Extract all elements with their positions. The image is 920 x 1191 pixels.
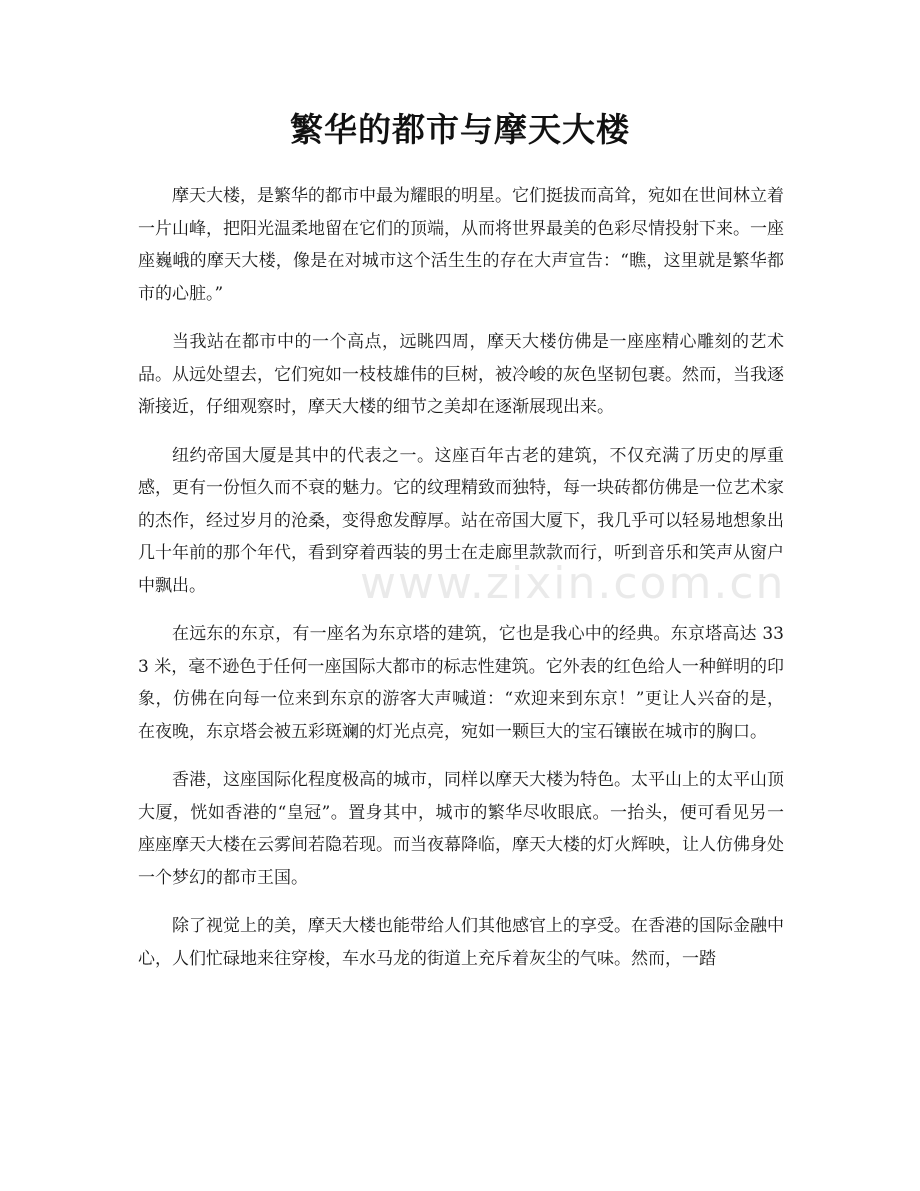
paragraph: 香港，这座国际化程度极高的城市，同样以摩天大楼为特色。太平山上的太平山顶大厦，恍如香港的“皇冠”。置身其中，城市的繁华尽收眼底。一抬头，便可看见另一座座摩天大楼在云雾间若隐若现。而当夜幕降临，摩天大楼的灯火辉映，让人仿佛身处一个梦幻的都市王国。 [138,770,784,888]
paragraph: 除了视觉上的美，摩天大楼也能带给人们其他感官上的享受。在香港的国际金融中心，人们忙碌地来往穿梭，车水马龙的街道上充斥着灰尘的气味。然而，一踏 [138,916,784,969]
paragraph: 当我站在都市中的一个高点，远眺四周，摩天大楼仿佛是一座座精心雕刻的艺术品。从远处望去，它们宛如一枝枝雄伟的巨树，被冷峻的灰色坚韧包裹。然而，当我逐渐接近，仔细观察时，摩天大楼的细节之美却在逐渐展现出来。 [138,332,784,417]
page-title: 繁华的都市与摩天大楼 [290,110,630,149]
document-body [138,180,784,991]
paragraph: 纽约帝国大厦是其中的代表之一。这座百年古老的建筑，不仅充满了历史的厚重感，更有一份恒久而不衰的魅力。它的纹理精致而独特，每一块砖都仿佛是一位艺术家的杰作，经过岁月的沧桑，变得愈发醇厚。站在帝国大厦下，我几乎可以轻易地想象出几十年前的那个年代，看到穿着西装的男士在走廊里款款而行，听到音乐和笑声从窗户中飘出。 [138,445,784,596]
watermark: www.zixin.com.cn [360,558,786,609]
paragraph: 在远东的东京，有一座名为东京塔的建筑，它也是我心中的经典。东京塔高达 333 米，毫不逊色于任何一座国际大都市的标志性建筑。它外表的红色给人一种鲜明的印象，仿佛在向每一位来到东京的游客大声喊道：“欢迎来到东京！”更让人兴奋的是，在夜晚，东京塔会被五彩斑斓的灯光点亮，宛如一颗巨大的宝石镶嵌在城市的胸口。 [138,624,784,742]
paragraph: 摩天大楼，是繁华的都市中最为耀眼的明星。它们挺拔而高耸，宛如在世间林立着一片山峰，把阳光温柔地留在它们的顶端，从而将世界最美的色彩尽情投射下来。一座座巍峨的摩天大楼，像是在对城市这个活生生的存在大声宣告：“瞧，这里就是繁华都市的心脏。” [138,186,784,304]
